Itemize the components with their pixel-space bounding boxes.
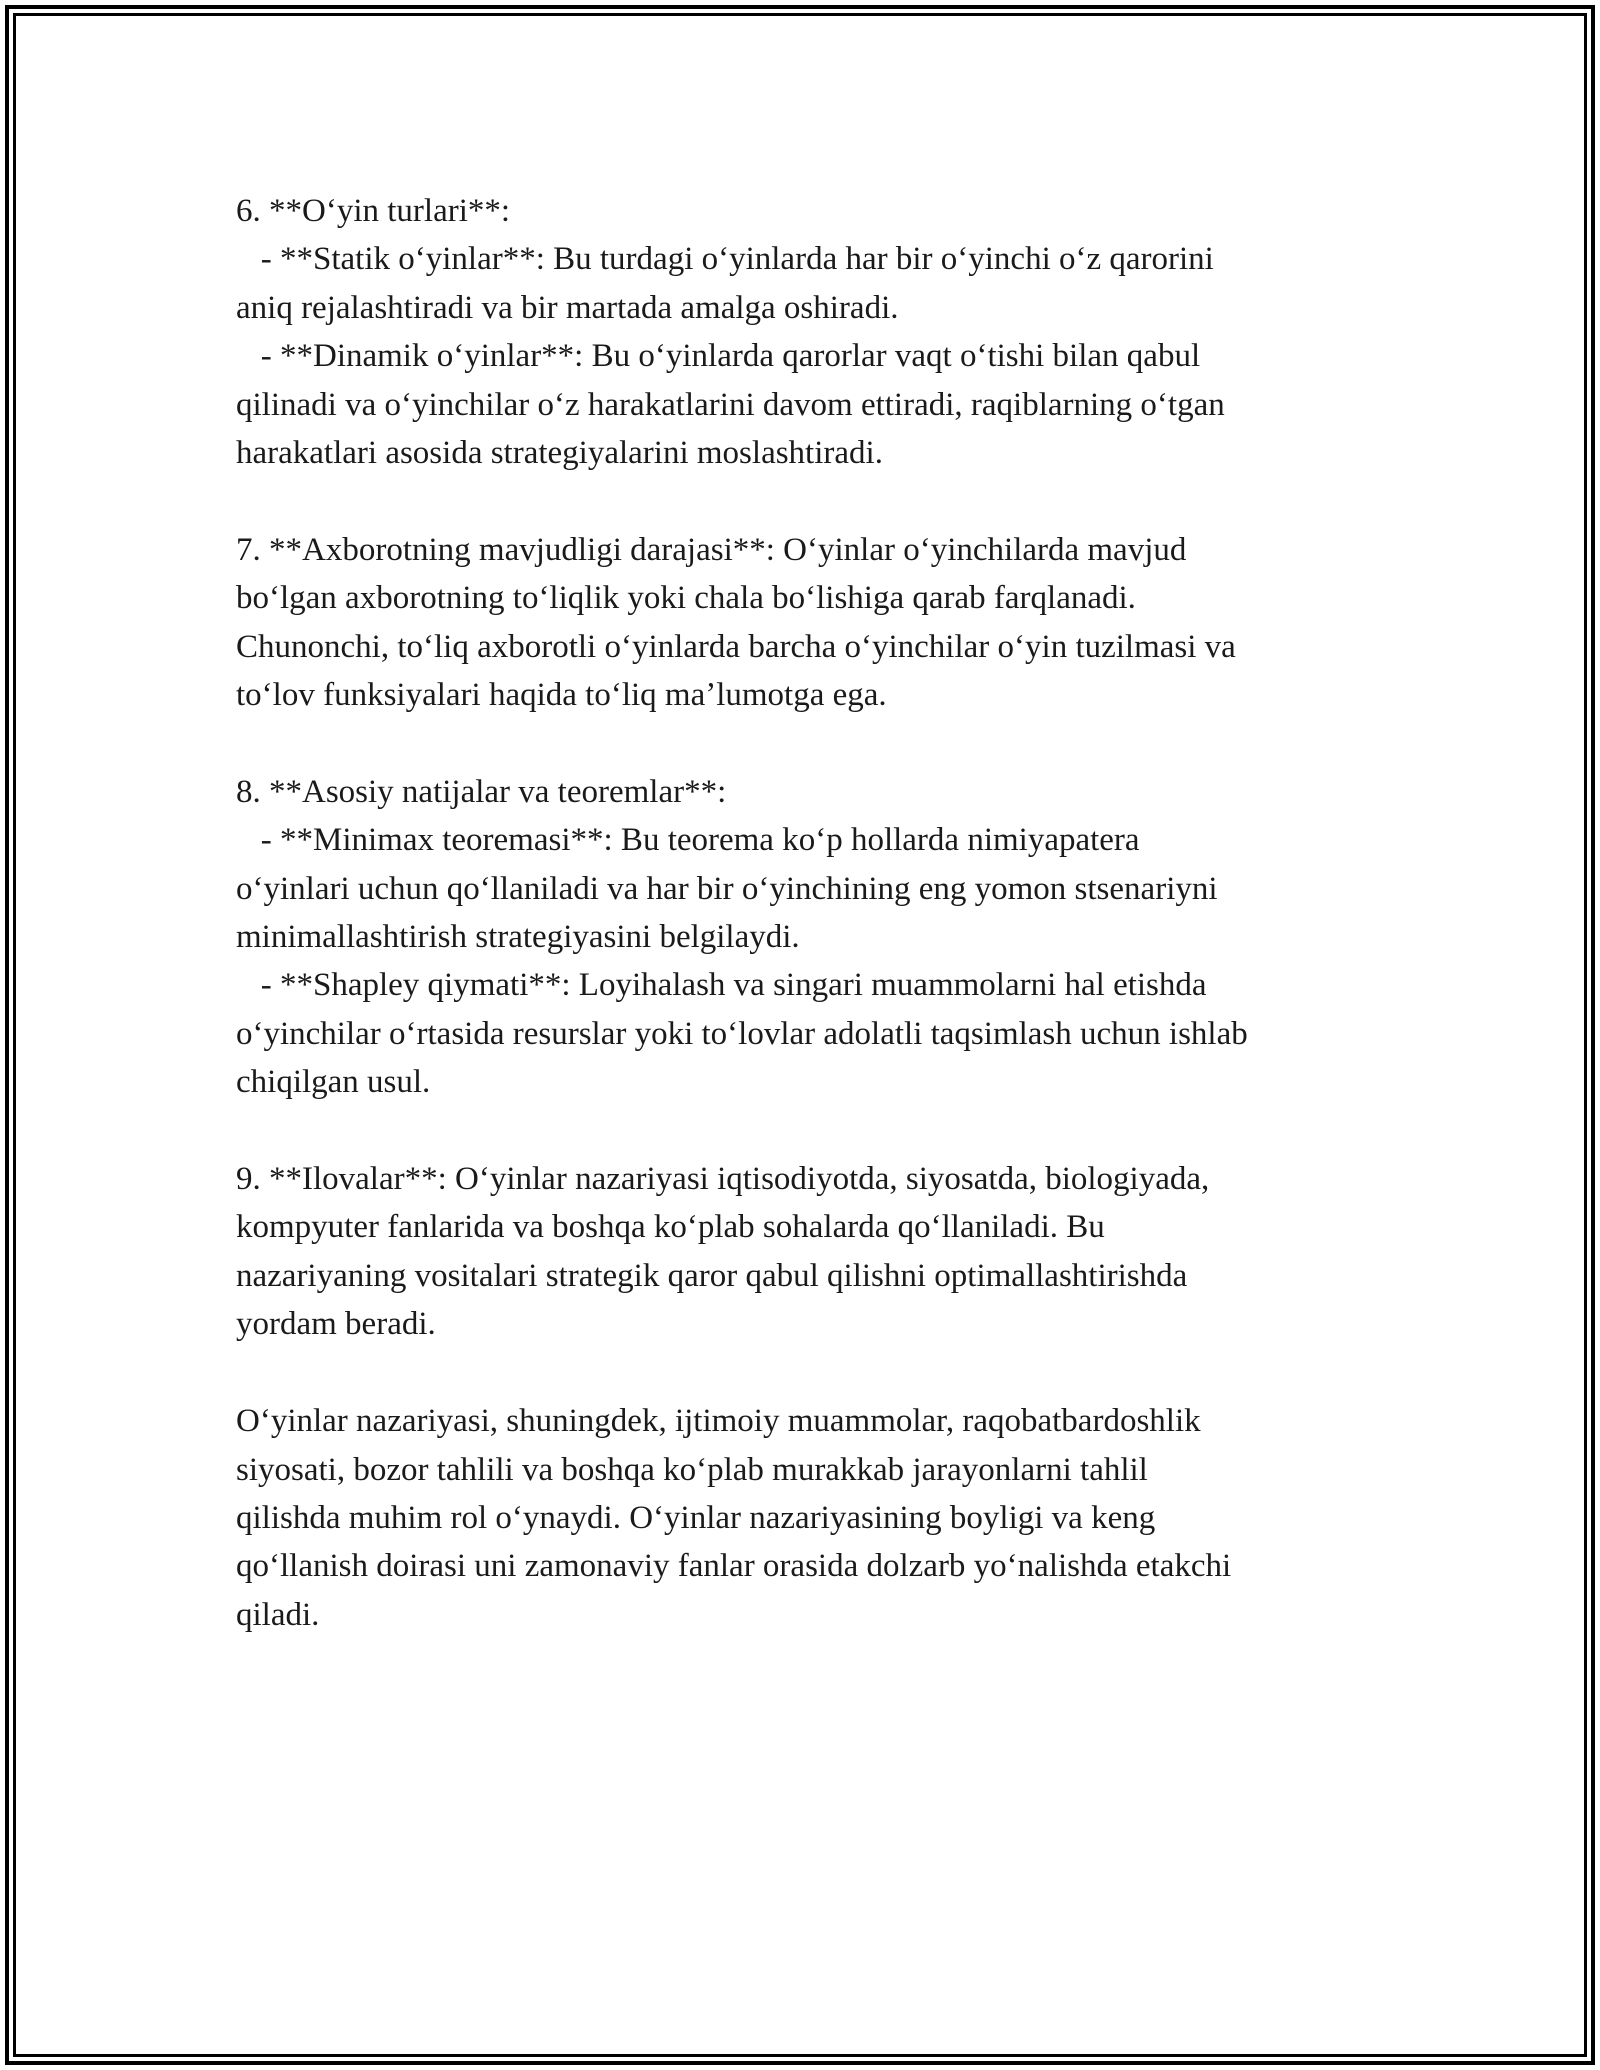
text-line: qilishda muhim rol oʻynaydi. Oʻyinlar nazariyasining boyligi va keng (236, 1499, 1156, 1536)
text-line: qoʻllanish doirasi uni zamonaviy fanlar orasida dolzarb yoʻnalishda etakchi (236, 1548, 1232, 1585)
text-line: 7. **Axborotning mavjudligi darajasi**: Oʻyinlar oʻyinchilarda mavjud (236, 531, 1187, 568)
text-line: qilinadi va oʻyinchilar oʻz harakatlarini davom ettiradi, raqiblarning oʻtgan (236, 386, 1225, 423)
text-line: yordam beradi. (236, 1306, 436, 1343)
text-line: Chunonchi, toʻliq axborotli oʻyinlarda barcha oʻyinchilar oʻyin tuzilmasi va (236, 628, 1236, 665)
text-line: oʻyinchilar oʻrtasida resurslar yoki toʻlovlar adolatli taqsimlash uchun ishlab (236, 1015, 1248, 1052)
text-line: boʻlgan axborotning toʻliqlik yoki chala boʻlishiga qarab farqlanadi. (236, 580, 1136, 617)
text-line: qiladi. (236, 1596, 320, 1633)
section-main-results (236, 768, 1376, 1107)
text-line: siyosati, bozor tahlili va boshqa koʻplab murakkab jarayonlarni tahlil (236, 1451, 1148, 1488)
document-body (236, 187, 1376, 1688)
section-conclusion (236, 1397, 1376, 1639)
text-line: - **Statik oʻyinlar**: Bu turdagi oʻyinlarda har bir oʻyinchi oʻz qarorini (236, 241, 1214, 278)
text-line: - **Minimax teoremasi**: Bu teorema koʻp hollarda nimiyapatera (236, 822, 1140, 859)
section-applications (236, 1155, 1376, 1349)
text-line: minimallashtirish strategiyasini belgilaydi. (236, 919, 800, 956)
text-line: 6. **Oʻyin turlari**: (236, 193, 511, 229)
text-line: kompyuter fanlarida va boshqa koʻplab sohalarda qoʻllaniladi. Bu (236, 1209, 1105, 1246)
text-line: - **Shapley qiymati**: Loyihalash va singari muammolarni hal etishda (236, 967, 1207, 1004)
text-line: toʻlov funksiyalari haqida toʻliq maʼlumotga ega. (236, 677, 887, 714)
text-line: harakatlari asosida strategiyalarini moslashtiradi. (236, 435, 883, 472)
text-line: nazariyaning vositalari strategik qaror qabul qilishni optimallashtirishda (236, 1257, 1188, 1294)
text-line: oʻyinlari uchun qoʻllaniladi va har bir oʻyinchining eng yomon stsenariyni (236, 870, 1218, 907)
text-line: 9. **Ilovalar**: Oʻyinlar nazariyasi iqtisodiyotda, siyosatda, biologiyada, (236, 1161, 1210, 1198)
section-information-level (236, 526, 1376, 720)
text-line: chiqilgan usul. (236, 1064, 431, 1101)
section-game-types (236, 187, 1376, 477)
text-line: aniq rejalashtiradi va bir martada amalga oshiradi. (236, 289, 899, 326)
text-line: Oʻyinlar nazariyasi, shuningdek, ijtimoiy muammolar, raqobatbardoshlik (236, 1403, 1201, 1440)
text-line: - **Dinamik oʻyinlar**: Bu oʻyinlarda qarorlar vaqt oʻtishi bilan qabul (236, 338, 1201, 375)
text-line: 8. **Asosiy natijalar va teoremlar**: (236, 773, 727, 810)
